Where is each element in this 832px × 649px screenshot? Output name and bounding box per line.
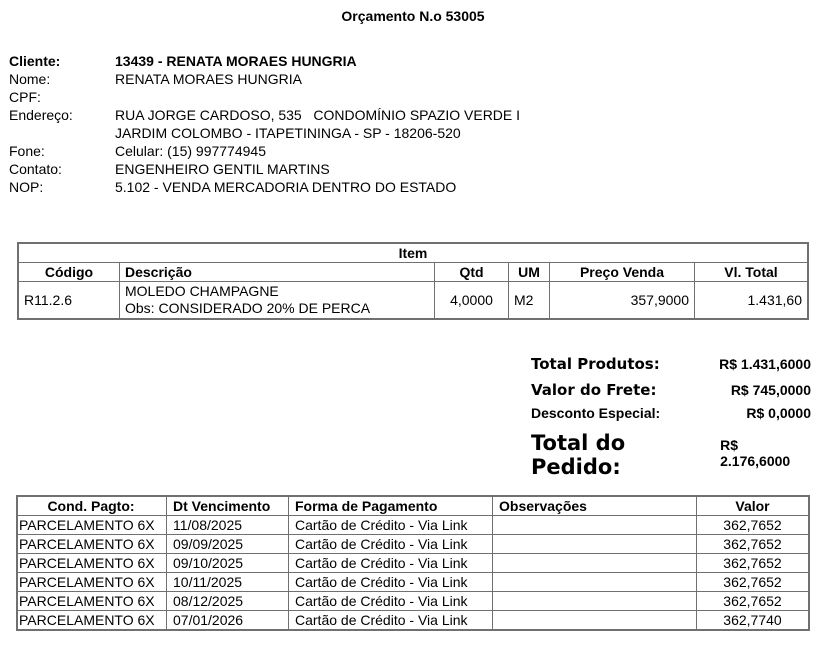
payment-valor: 362,7652 — [697, 516, 810, 535]
item-descricao: MOLEDO CHAMPAGNE — [125, 283, 279, 299]
client-label: CPF: — [9, 89, 41, 105]
payments-table — [16, 495, 810, 631]
desconto-especial-label: Desconto Especial: — [531, 405, 661, 421]
payment-obs — [493, 554, 697, 573]
payment-valor: 362,7652 — [697, 592, 810, 611]
payment-obs — [493, 592, 697, 611]
payment-forma: Cartão de Crédito - Via Link — [289, 516, 493, 535]
page-title: Orçamento N.o 53005 — [341, 8, 485, 24]
client-value: Celular: (15) 997774945 — [115, 143, 266, 159]
client-row-fone — [9, 142, 520, 160]
desconto-especial-row — [531, 405, 811, 431]
col-header-valor: Valor — [697, 496, 810, 516]
valor-frete-row — [531, 381, 811, 405]
totals-block — [531, 355, 811, 479]
item-vl-total: 1.431,60 — [695, 282, 809, 320]
client-row-contato — [9, 160, 520, 178]
item-um: M2 — [509, 282, 550, 320]
table-row — [17, 554, 809, 573]
payment-cond: PARCELAMENTO 6X — [17, 554, 167, 573]
col-header-dt-vencimento: Dt Vencimento — [167, 496, 289, 516]
client-value: JARDIM COLOMBO - ITAPETININGA - SP - 18206-520 — [115, 125, 461, 141]
payment-forma: Cartão de Crédito - Via Link — [289, 611, 493, 631]
client-label: Cliente: — [9, 53, 61, 69]
item-qtd: 4,0000 — [435, 282, 509, 320]
payment-forma: Cartão de Crédito - Via Link — [289, 592, 493, 611]
total-pedido-label: Total do Pedido: — [531, 431, 626, 479]
client-row-nome — [9, 70, 520, 88]
payment-obs — [493, 535, 697, 554]
client-label: Fone: — [9, 143, 45, 159]
item-obs: Obs: CONSIDERADO 20% DE PERCA — [125, 300, 371, 316]
client-value: 5.102 - VENDA MERCADORIA DENTRO DO ESTADO — [115, 179, 457, 195]
total-pedido-value: R$ 2.176,6000 — [720, 437, 791, 469]
items-section-title: Item — [18, 243, 808, 263]
client-value: RENATA MORAES HUNGRIA — [115, 71, 302, 87]
payment-valor: 362,7652 — [697, 554, 810, 573]
col-header-vl-total: Vl. Total — [695, 263, 809, 282]
item-preco-venda: 357,9000 — [550, 282, 695, 320]
client-label: Endereço: — [9, 107, 73, 123]
table-row — [17, 611, 809, 631]
col-header-cond-pagto: Cond. Pagto: — [17, 496, 167, 516]
desconto-especial-value: R$ 0,0000 — [746, 405, 811, 421]
payment-cond: PARCELAMENTO 6X — [17, 592, 167, 611]
payment-obs — [493, 516, 697, 535]
payment-forma: Cartão de Crédito - Via Link — [289, 535, 493, 554]
table-row — [17, 573, 809, 592]
client-label: Contato: — [9, 161, 62, 177]
items-header-row — [18, 263, 808, 282]
total-produtos-label: Total Produtos: — [531, 355, 660, 373]
col-header-um: UM — [509, 263, 550, 282]
valor-frete-value: R$ 745,0000 — [730, 382, 811, 398]
client-row-cpf — [9, 88, 520, 106]
total-produtos-value: R$ 1.431,6000 — [719, 356, 811, 372]
client-row-endereco — [9, 106, 520, 124]
col-header-forma-pagamento: Forma de Pagamento — [289, 496, 493, 516]
total-pedido-row — [531, 431, 811, 479]
payment-forma: Cartão de Crédito - Via Link — [289, 573, 493, 592]
valor-frete-label: Valor do Frete: — [531, 381, 657, 399]
client-info — [9, 52, 520, 196]
payment-dt: 09/10/2025 — [167, 554, 289, 573]
payments-header-row — [17, 496, 809, 516]
payment-valor: 362,7652 — [697, 535, 810, 554]
col-header-preco-venda: Preço Venda — [550, 263, 695, 282]
payment-valor: 362,7740 — [697, 611, 810, 631]
client-value: RUA JORGE CARDOSO, 535 CONDOMÍNIO SPAZIO VERDE I — [115, 107, 521, 123]
client-label: Nome: — [9, 71, 51, 87]
payment-valor: 362,7652 — [697, 573, 810, 592]
item-codigo: R11.2.6 — [18, 282, 120, 320]
payment-forma: Cartão de Crédito - Via Link — [289, 554, 493, 573]
table-row — [18, 282, 808, 320]
client-row-endereco-line2 — [9, 124, 520, 142]
payment-dt: 08/12/2025 — [167, 592, 289, 611]
col-header-observacoes: Observações — [493, 496, 697, 516]
item-descricao-cell — [120, 282, 435, 320]
payment-obs — [493, 573, 697, 592]
table-row — [17, 516, 809, 535]
table-row — [17, 592, 809, 611]
payment-dt: 07/01/2026 — [167, 611, 289, 631]
client-value: ENGENHEIRO GENTIL MARTINS — [115, 161, 330, 177]
client-label — [9, 124, 115, 142]
payment-dt: 09/09/2025 — [167, 535, 289, 554]
col-header-descricao: Descrição — [120, 263, 435, 282]
payment-dt: 10/11/2025 — [167, 573, 289, 592]
payment-cond: PARCELAMENTO 6X — [17, 535, 167, 554]
items-table — [17, 242, 809, 320]
total-produtos-row — [531, 355, 811, 381]
table-row — [17, 535, 809, 554]
client-value: 13439 - RENATA MORAES HUNGRIA — [115, 53, 357, 69]
payment-cond: PARCELAMENTO 6X — [17, 611, 167, 631]
client-row-cliente — [9, 52, 520, 70]
client-row-nop — [9, 178, 520, 196]
col-header-qtd: Qtd — [435, 263, 509, 282]
client-label: NOP: — [9, 179, 44, 195]
payment-cond: PARCELAMENTO 6X — [17, 516, 167, 535]
payment-cond: PARCELAMENTO 6X — [17, 573, 167, 592]
payment-dt: 11/08/2025 — [167, 516, 289, 535]
col-header-codigo: Código — [18, 263, 120, 282]
payment-obs — [493, 611, 697, 631]
